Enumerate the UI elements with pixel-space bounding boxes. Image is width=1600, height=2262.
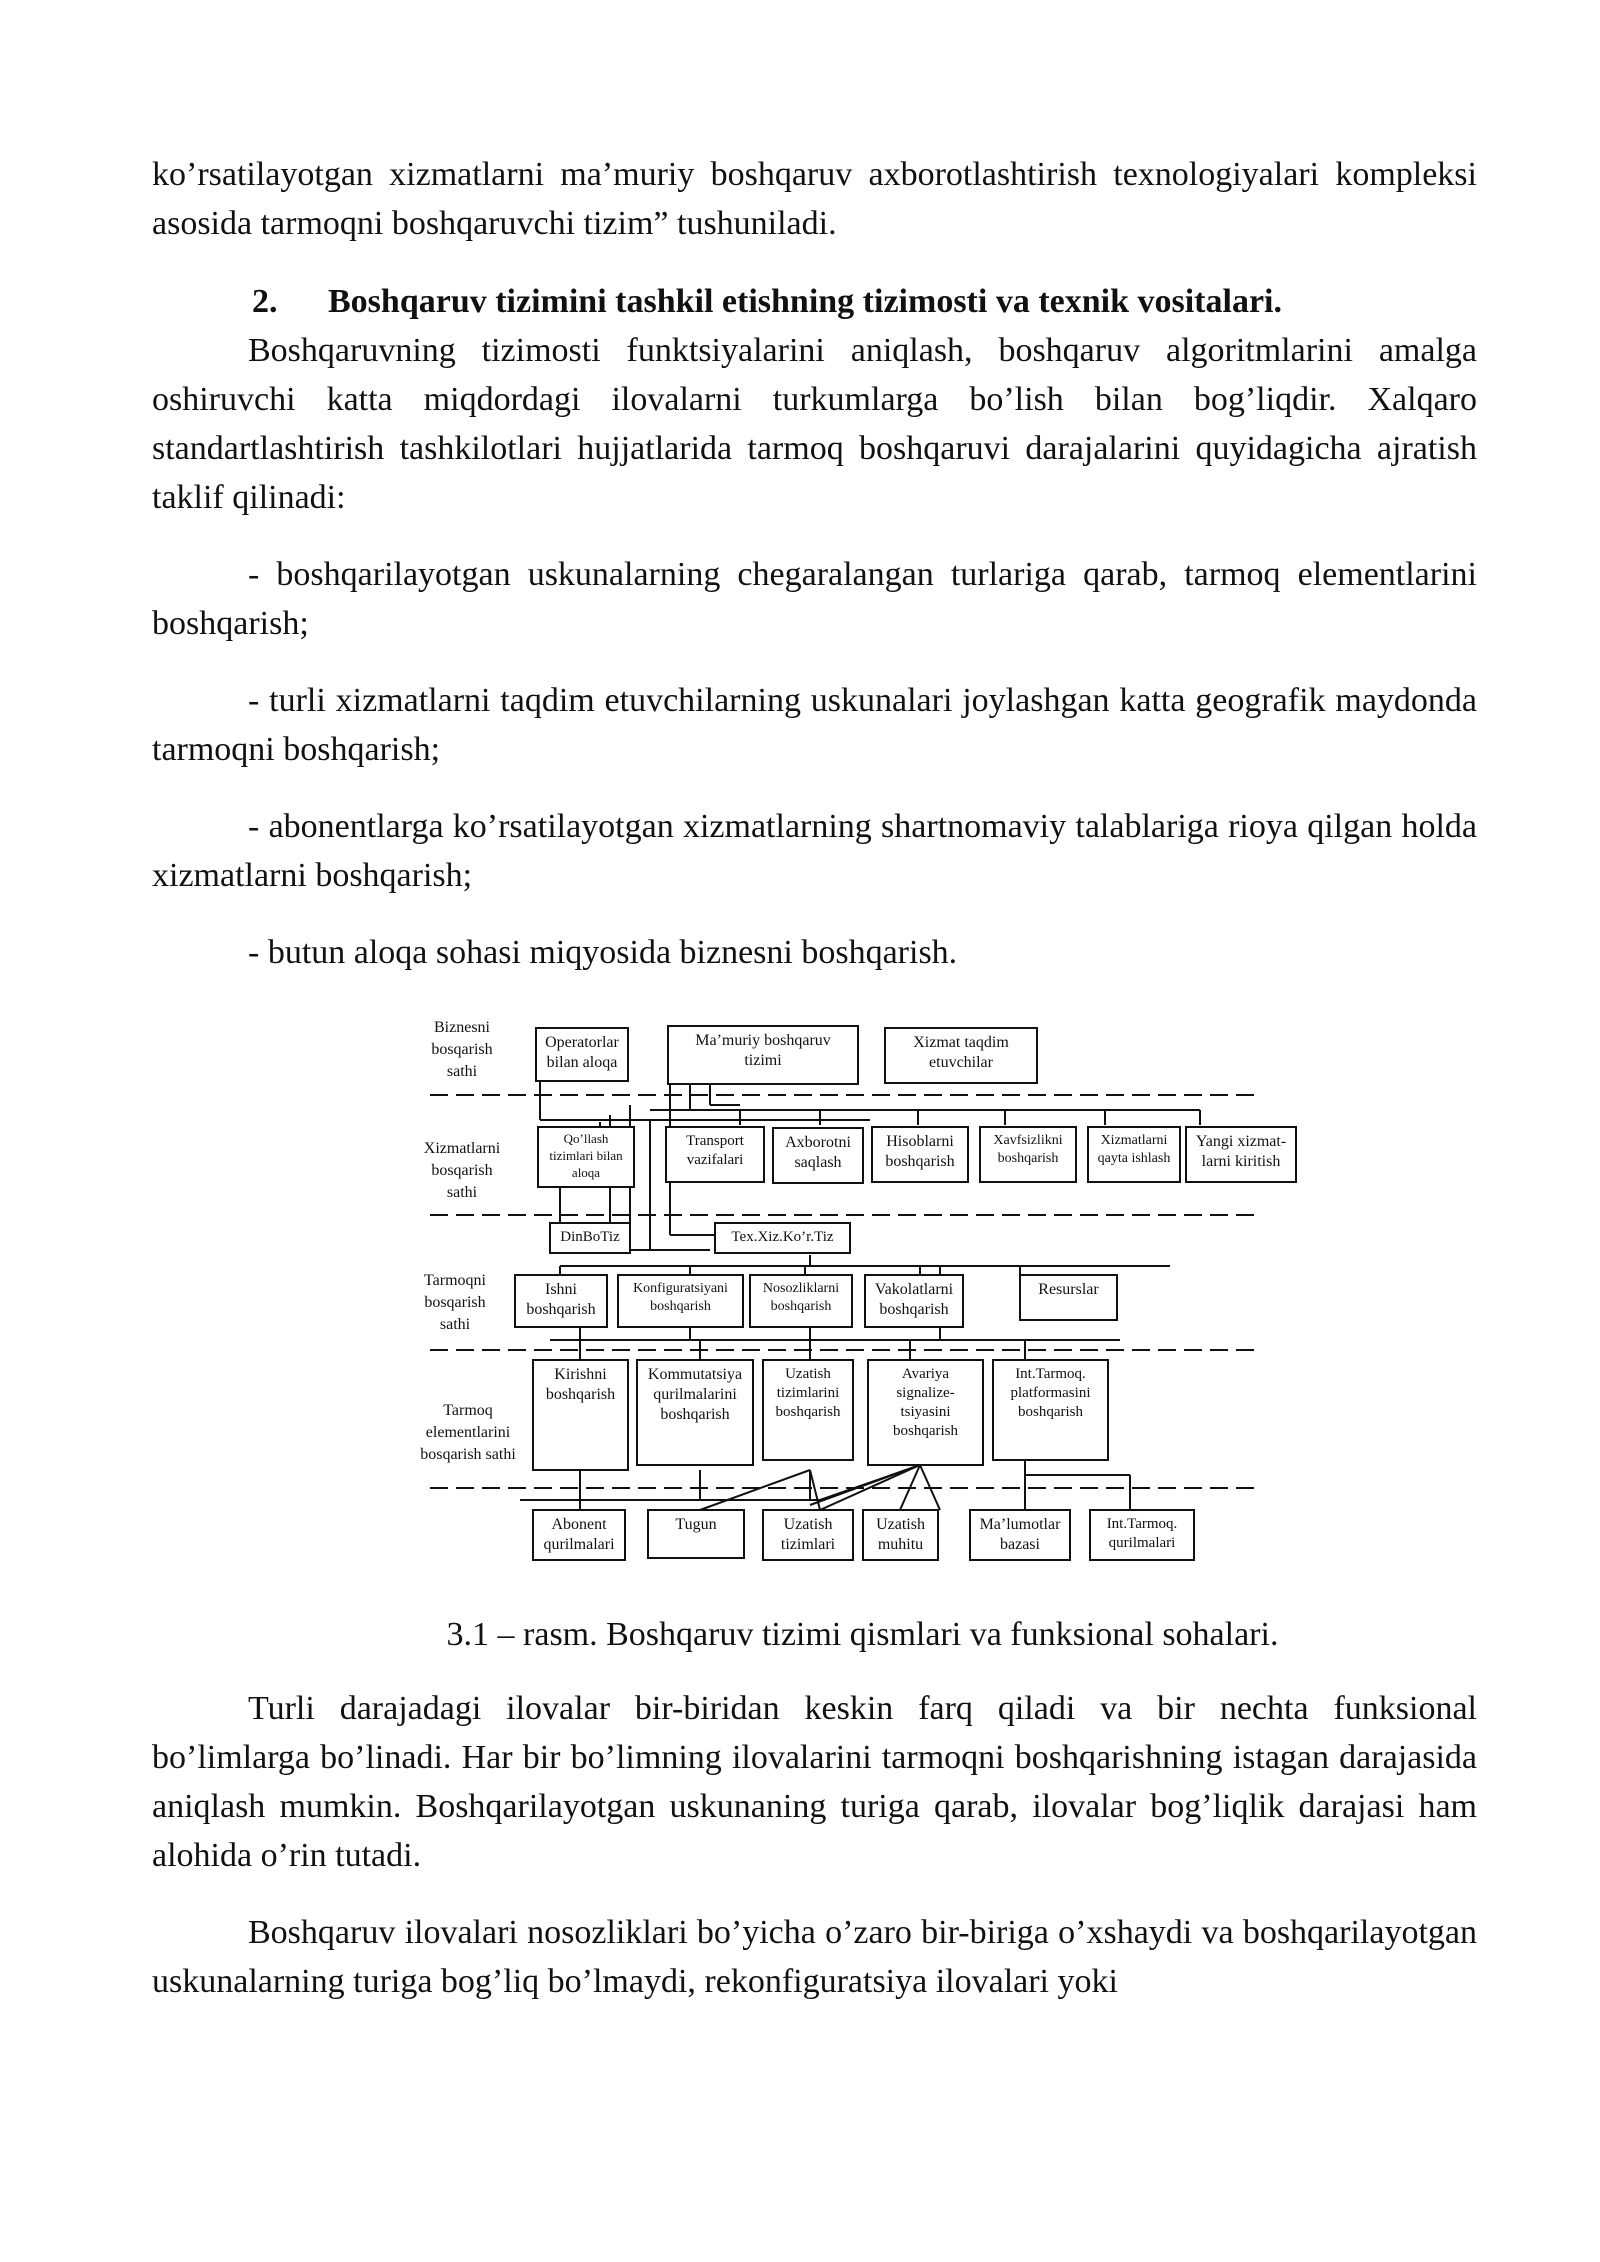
diagram-box-label: qayta ishlash (1097, 1151, 1171, 1166)
level-label: Tarmoq (443, 1402, 493, 1419)
diagram-box-label: Transport (686, 1133, 744, 1149)
level-label: sathi (439, 1316, 471, 1333)
diagram-box-label: Tex.Xiz.Ko’r.Tiz (731, 1229, 834, 1245)
diagram-box-label: boshqarish (526, 1301, 596, 1318)
diagram-box-label: signalize- (896, 1385, 955, 1401)
diagram-box-label: tizimi (744, 1052, 782, 1069)
diagram-box-label: Uzatish (783, 1516, 833, 1533)
diagram-box-label: Int.Tarmoq. (1106, 1516, 1178, 1532)
diagram-box-label: etuvchilar (929, 1054, 993, 1071)
diagram-box-label: muhitu (877, 1536, 924, 1553)
list-item: - abonentlarga ko’rsatilayotgan xizmatlarning shartnomaviy talablariga rioya qilgan holda xizmatlarni boshqarish; (152, 808, 1477, 894)
diagram-box-label: DinBoTiz (560, 1229, 620, 1245)
diagram-box-label: saqlash (794, 1154, 842, 1171)
diagram-box-label: Vakolatlarni (874, 1281, 954, 1298)
list-item: - turli xizmatlarni taqdim etuvchilarning uskunalari joylashgan katta geografik maydonda tarmoqni boshqarish; (152, 682, 1477, 768)
diagram-box-label: Ishni (545, 1281, 577, 1298)
figure-caption: 3.1 – rasm. Boshqaruv tizimi qismlari va funksional sohalari. (446, 1616, 1279, 1653)
diagram-box-label: tizimlari bilan (549, 1148, 623, 1163)
diagram-box-label: boshqarish (545, 1386, 616, 1403)
diagram-box-label: boshqarish (1018, 1404, 1083, 1420)
diagram-box-label: Nosozliklarni (762, 1281, 840, 1296)
diagram-box-label: boshqarish (770, 1299, 832, 1314)
body-paragraph-3: Boshqaruv ilovalari nosozliklari bo’yicha o’zaro bir-biriga o’xshaydi va boshqarilayotgan uskunalarning turiga bog’liq bo’lmaydi, rekonfiguratsiya ilovalari yoki (152, 1914, 1477, 2000)
body-paragraph-1: Boshqaruvning tizimosti funktsiyalarini aniqlash, boshqaruv algoritmlarini amalga oshiruvchi katta miqdordagi ilovalarni turkumlarga bo’lish bilan bog’liqdir. Xalqaro standartlashtirish tashkilotlari hujjatlarida tarmoq boshqaruvi darajalarini quyidagicha ajratish taklif qilinadi: (152, 332, 1477, 516)
diagram-box-label: Ma’lumotlar (979, 1516, 1061, 1533)
diagram-box-label: tizimlarini (776, 1385, 840, 1401)
diagram-box-label: tizimlari (780, 1536, 836, 1553)
section-title: Boshqaruv tizimini tashkil etishning tizimosti va texnik vositalari. (328, 283, 1282, 320)
level-label: bosqarish (424, 1294, 486, 1311)
intro-paragraph: ko’rsatilayotgan xizmatlarni ma’muriy boshqaruv axborotlashtirish texnologiyalari kompleksi asosida tarmoqni boshqaruvchi tizim” tushuniladi. (152, 156, 1477, 242)
section-heading (252, 277, 1282, 326)
body-paragraph-2: Turli darajadagi ilovalar bir-biridan keskin farq qiladi va bir nechta funksional bo’limlarga bo’linadi. Har bir bo’limning ilovalarini tarmoqni boshqarishning istagan darajasida aniqlash mumkin. Boshqarilayotgan uskunaning turiga qarab, ilovalar bog’liqlik darajasi ham alohida o’rin tutadi. (152, 1690, 1477, 1874)
diagram-box-label: aloqa (571, 1165, 601, 1180)
level-label: bosqarish sathi (420, 1446, 516, 1463)
diagram-box-label: Axborotni (785, 1134, 851, 1151)
diagram-box-label: qurilmalari (1108, 1535, 1176, 1551)
diagram-box-label: Xizmat taqdim (913, 1034, 1009, 1051)
diagram-box-label: tsiyasini (900, 1404, 951, 1420)
diagram-box-label: qurilmalari (543, 1536, 615, 1553)
level-label: Biznesni (434, 1019, 490, 1036)
diagram-box-label: Int.Tarmoq. (1015, 1366, 1086, 1382)
level-label: bosqarish (431, 1162, 493, 1179)
diagram-box-label: bilan aloqa (546, 1054, 618, 1071)
diagram-box-label: Konfiguratsiyani (633, 1281, 728, 1296)
diagram-box-label: Kirishni (554, 1366, 607, 1383)
diagram-box-label: Abonent (551, 1516, 607, 1533)
diagram-box-label: boshqarish (893, 1423, 958, 1439)
diagram-box-label: boshqarish (650, 1299, 711, 1314)
level-label: Tarmoqni (424, 1272, 486, 1289)
management-system-diagram (400, 1010, 1320, 1580)
section-number: 2. (252, 283, 278, 320)
diagram-box-label: Xizmatlarni (1100, 1133, 1168, 1148)
list-item: - butun aloqa sohasi miqyosida biznesni boshqarish. (248, 934, 958, 971)
level-label: sathi (446, 1063, 478, 1080)
diagram-box-label: Ma’muriy boshqaruv (695, 1032, 831, 1049)
diagram-box-label: Xavfsizlikni (993, 1133, 1063, 1148)
diagram-box-label: Qo’llash (563, 1131, 609, 1146)
diagram-box-label: Uzatish (785, 1366, 831, 1382)
diagram-box-label: platformasini (1010, 1385, 1091, 1401)
diagram-box-label: Kommutatsiya (647, 1366, 743, 1383)
diagram-box-label: boshqarish (660, 1406, 730, 1423)
diagram-box-label: Avariya (901, 1366, 950, 1382)
diagram-box-label: qurilmalarini (653, 1386, 737, 1403)
level-label: sathi (446, 1184, 478, 1201)
level-label: bosqarish (431, 1041, 493, 1058)
diagram-box-label: Yangi xizmat- (1195, 1133, 1287, 1150)
diagram-box-label: boshqarish (885, 1153, 955, 1170)
diagram-box-label: larni kiritish (1201, 1153, 1281, 1170)
diagram-box-label: Tugun (675, 1516, 717, 1533)
diagram-box-label: Uzatish (876, 1516, 925, 1533)
list-item: - boshqarilayotgan uskunalarning chegaralangan turlariga qarab, tarmoq elementlarini boshqarish; (152, 556, 1477, 642)
diagram-box-label: Resurslar (1038, 1281, 1099, 1298)
diagram-box-label: boshqarish (997, 1151, 1059, 1166)
diagram-box-label: boshqarish (775, 1404, 841, 1420)
diagram-box-label: Operatorlar (545, 1034, 619, 1051)
level-label: elementlarini (425, 1424, 511, 1441)
level-label: Xizmatlarni (423, 1140, 501, 1157)
diagram-box-label: bazasi (1000, 1536, 1040, 1553)
diagram-box-label: vazifalari (686, 1152, 744, 1168)
diagram-box-label: boshqarish (879, 1301, 949, 1318)
diagram-box-label: Hisoblarni (886, 1133, 954, 1150)
